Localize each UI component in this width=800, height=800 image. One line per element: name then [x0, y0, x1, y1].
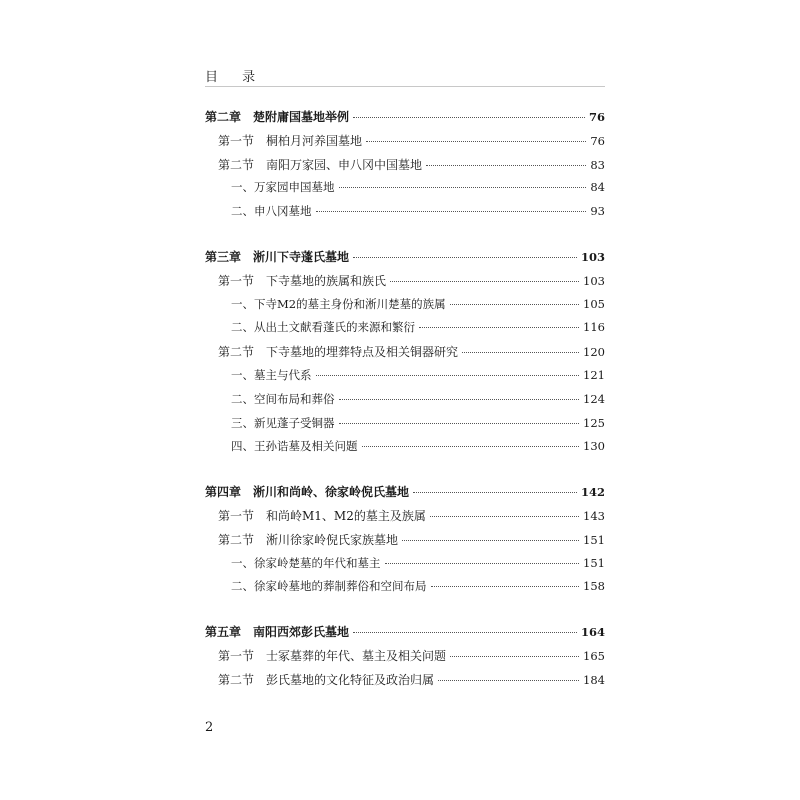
toc-entry-page: 76 — [588, 110, 605, 124]
running-header: 目 录 — [205, 70, 266, 85]
dot-leader — [426, 165, 586, 166]
toc-entry-sec[interactable] — [205, 132, 605, 156]
dot-leader — [316, 375, 580, 376]
toc-entry-page: 76 — [590, 133, 605, 148]
toc-entry-title: 二、从出土文献看蓬氏的来源和繁衍 — [231, 320, 415, 335]
dot-leader — [419, 327, 579, 328]
toc-entry-sec[interactable] — [205, 272, 605, 296]
table-of-contents — [205, 108, 605, 695]
dot-leader — [353, 632, 577, 633]
toc-entry-title: 二、徐家岭墓地的葬制葬俗和空间布局 — [231, 579, 427, 594]
dot-leader — [353, 257, 577, 258]
toc-entry-page: 93 — [590, 204, 605, 219]
toc-entry-sec[interactable] — [205, 156, 605, 180]
toc-entry-title: 第二节 彭氏墓地的文化特征及政治归属 — [218, 672, 435, 687]
dot-leader — [385, 563, 580, 564]
dot-leader — [362, 446, 580, 447]
toc-entry-sub[interactable] — [205, 296, 605, 320]
toc-entry-title: 第一节 士冢墓葬的年代、墓主及相关问题 — [218, 648, 447, 663]
toc-entry-title: 第一节 下寺墓地的族属和族氏 — [218, 273, 387, 288]
toc-entry-page: 184 — [583, 672, 605, 687]
toc-entry-page: 103 — [583, 273, 605, 288]
dot-leader — [353, 117, 585, 118]
toc-entry-chapter[interactable] — [205, 248, 605, 272]
toc-entry-title: 三、新见蓬子受铜器 — [231, 415, 335, 430]
toc-entry-page: 164 — [580, 625, 605, 640]
dot-leader — [390, 281, 579, 282]
toc-entry-page: 103 — [580, 249, 605, 264]
dot-leader — [450, 656, 579, 657]
toc-entry-page: 165 — [583, 648, 605, 663]
toc-entry-page: 84 — [590, 180, 605, 195]
toc-entry-sec[interactable] — [205, 531, 605, 555]
toc-entry-chapter[interactable] — [205, 623, 605, 647]
toc-entry-chapter[interactable] — [205, 483, 605, 507]
toc-entry-sub[interactable] — [205, 555, 605, 579]
toc-entry-page: 105 — [583, 296, 605, 311]
dot-leader — [450, 304, 579, 305]
toc-entry-title: 一、徐家岭楚墓的年代和墓主 — [231, 555, 381, 570]
dot-leader — [339, 187, 587, 188]
toc-gap — [205, 462, 605, 483]
toc-entry-page: 158 — [583, 579, 605, 594]
toc-entry-title: 一、万家园申国墓地 — [231, 180, 335, 195]
dot-leader — [402, 540, 579, 541]
toc-entry-title: 二、空间布局和葬俗 — [231, 391, 335, 406]
toc-entry-sec[interactable] — [205, 507, 605, 531]
toc-entry-chapter[interactable] — [205, 108, 605, 132]
toc-entry-page: 142 — [580, 485, 605, 500]
toc-entry-title: 第五章 南阳西郊彭氏墓地 — [205, 625, 350, 640]
toc-entry-title: 第二节 南阳万家园、申八冈中国墓地 — [218, 157, 423, 172]
toc-entry-page: 121 — [583, 367, 605, 382]
toc-entry-sub[interactable] — [205, 319, 605, 343]
toc-entry-title: 第二章 楚附庸国墓地举例 — [205, 110, 350, 124]
dot-leader — [339, 399, 580, 400]
header-rule — [205, 86, 605, 87]
toc-entry-title: 第一节 桐柏月河养国墓地 — [218, 133, 363, 148]
dot-leader — [413, 492, 577, 493]
toc-entry-page: 120 — [583, 345, 605, 360]
toc-gap — [205, 227, 605, 248]
toc-entry-title: 第四章 淅川和尚岭、徐家岭倪氏墓地 — [205, 485, 410, 500]
toc-entry-title: 第二节 淅川徐家岭倪氏家族墓地 — [218, 532, 399, 547]
toc-entry-sub[interactable] — [205, 203, 605, 227]
dot-leader — [339, 423, 580, 424]
toc-entry-sub[interactable] — [205, 438, 605, 462]
toc-entry-sub[interactable] — [205, 179, 605, 203]
dot-leader — [438, 680, 579, 681]
toc-entry-page: 124 — [583, 391, 605, 406]
toc-entry-title: 一、墓主与代系 — [231, 367, 312, 382]
toc-entry-sec[interactable] — [205, 647, 605, 671]
toc-entry-sub[interactable] — [205, 391, 605, 415]
toc-entry-page: 83 — [590, 157, 605, 172]
toc-entry-title: 第一节 和尚岭M1、M2的墓主及族属 — [218, 508, 426, 523]
toc-entry-sub[interactable] — [205, 578, 605, 602]
toc-entry-title: 四、王孙诰墓及相关问题 — [231, 439, 358, 454]
toc-entry-title: 一、下寺M2的墓主身份和淅川楚墓的族属 — [231, 296, 446, 311]
toc-entry-page: 151 — [583, 555, 605, 570]
toc-entry-title: 第二节 下寺墓地的埋葬特点及相关铜器研究 — [218, 345, 459, 360]
toc-entry-sec[interactable] — [205, 343, 605, 367]
toc-entry-sub[interactable] — [205, 367, 605, 391]
toc-entry-sec[interactable] — [205, 671, 605, 695]
dot-leader — [431, 586, 580, 587]
toc-gap — [205, 602, 605, 623]
dot-leader — [462, 352, 579, 353]
toc-entry-page: 143 — [583, 508, 605, 523]
toc-entry-sub[interactable] — [205, 415, 605, 439]
dot-leader — [316, 211, 587, 212]
toc-entry-page: 151 — [583, 532, 605, 547]
dot-leader — [366, 141, 586, 142]
toc-entry-title: 第三章 淅川下寺蓬氏墓地 — [205, 249, 350, 264]
toc-entry-page: 116 — [583, 320, 605, 335]
toc-entry-page: 130 — [583, 439, 605, 454]
page-number: 2 — [205, 720, 214, 735]
dot-leader — [430, 516, 579, 517]
toc-entry-page: 125 — [583, 415, 605, 430]
toc-entry-title: 二、申八冈墓地 — [231, 204, 312, 219]
